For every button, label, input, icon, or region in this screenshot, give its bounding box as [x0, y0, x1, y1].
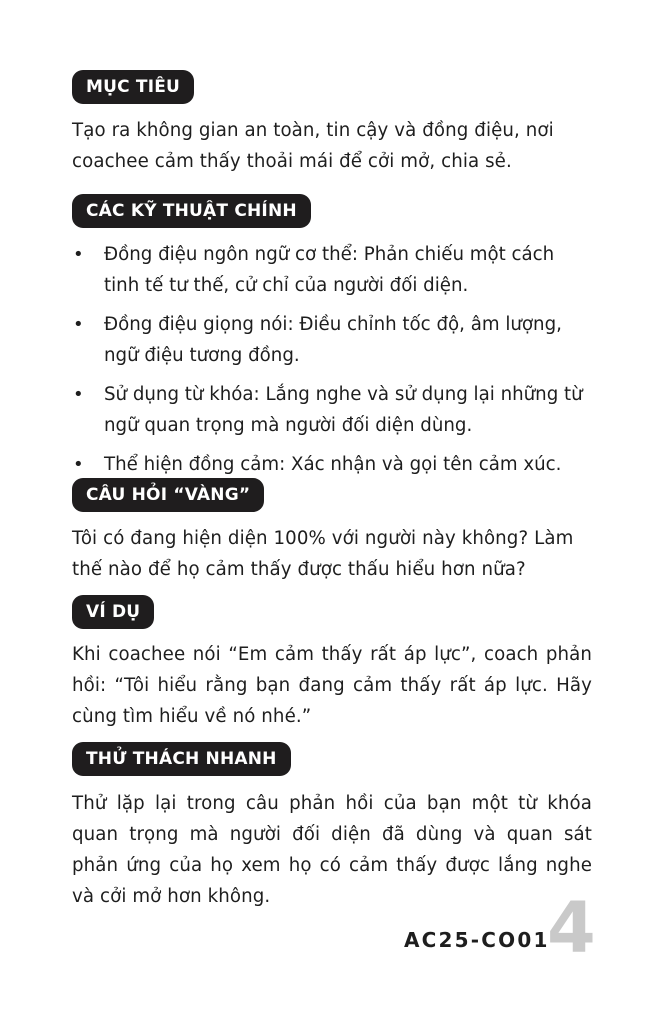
- list-item: [72, 309, 592, 371]
- bullet-icon: •: [73, 454, 84, 475]
- section-label-techniques: CÁC KỸ THUẬT CHÍNH: [72, 194, 311, 228]
- page-number: 4: [547, 887, 596, 969]
- card-code: AC25-CO01: [404, 928, 550, 952]
- section-label-example: VÍ DỤ: [72, 595, 154, 629]
- example-text: Khi coachee nói “Em cảm thấy rất áp lực”, coach phản hồi: “Tôi hiểu rằng bạn đang cảm thấy rất áp lực. Hãy cùng tìm hiểu về nó nhé.”: [72, 644, 592, 727]
- bullet-icon: •: [73, 314, 84, 335]
- list-item: [72, 239, 592, 301]
- list-item: [72, 449, 592, 480]
- section-label-goal: MỤC TIÊU: [72, 70, 194, 104]
- technique-text: Đồng điệu ngôn ngữ cơ thể: Phản chiếu một cách tinh tế tư thế, cử chỉ của người đối diện.: [104, 244, 555, 296]
- technique-text: Sử dụng từ khóa: Lắng nghe và sử dụng lại những từ ngữ quan trọng mà người đối diện dùng.: [104, 384, 583, 436]
- section-label-golden-question: CÂU HỎI “VÀNG”: [72, 478, 264, 512]
- technique-text: Đồng điệu giọng nói: Điều chỉnh tốc độ, âm lượng, ngữ điệu tương đồng.: [104, 314, 562, 366]
- section-label-quick-challenge: THỬ THÁCH NHANH: [72, 742, 291, 776]
- golden-question-text: Tôi có đang hiện diện 100% với người này không? Làm thế nào để họ cảm thấy được thấu hiểu hơn nữa?: [72, 528, 574, 580]
- techniques-list: [72, 239, 592, 488]
- goal-text: Tạo ra không gian an toàn, tin cậy và đồng điệu, nơi coachee cảm thấy thoải mái để cởi mở, chia sẻ.: [72, 120, 554, 172]
- list-item: [72, 379, 592, 441]
- technique-text: Thể hiện đồng cảm: Xác nhận và gọi tên cảm xúc.: [104, 454, 562, 475]
- bullet-icon: •: [73, 244, 84, 265]
- quick-challenge-text: Thử lặp lại trong câu phản hồi của bạn một từ khóa quan trọng mà người đối diện đã dùng và quan sát phản ứng của họ xem họ có cảm thấy được lắng nghe và cởi mở hơn không.: [72, 793, 592, 907]
- bullet-icon: •: [73, 384, 84, 405]
